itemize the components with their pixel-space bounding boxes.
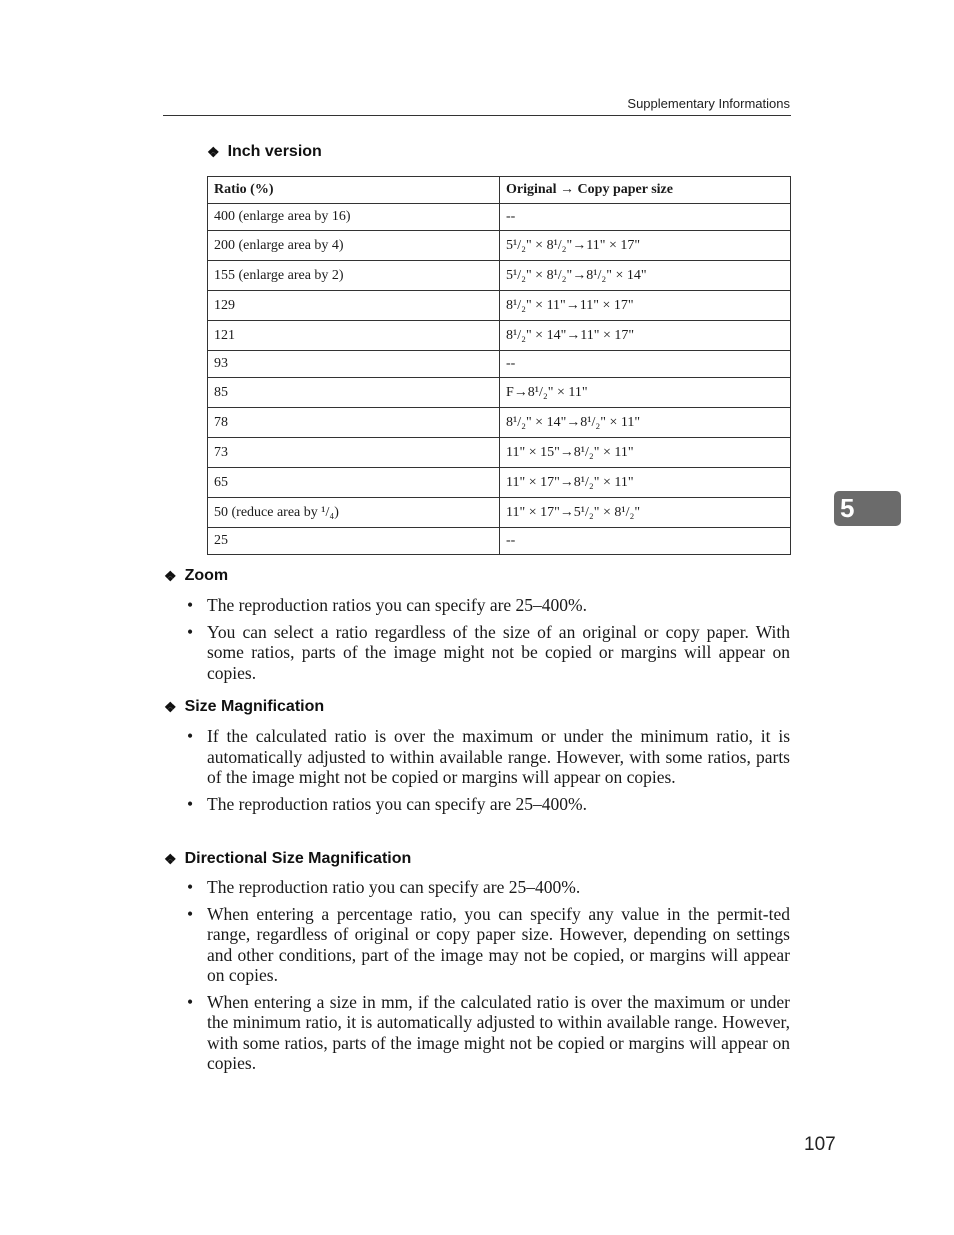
diamond-bullet-icon: ❖ xyxy=(164,567,177,584)
diamond-bullet-icon: ❖ xyxy=(164,698,177,715)
size-magnification-bullet-list xyxy=(187,726,790,820)
bullet-text: The reproduction ratio you can specify are 25–400%. xyxy=(207,877,581,897)
zoom-heading xyxy=(164,567,228,585)
paper-cell: 5¹/₂" × 8¹/₂"→8¹/₂" × 14" xyxy=(500,261,791,291)
table-row xyxy=(208,351,791,378)
ratio-cell: 50 (reduce area by ¹/₄) xyxy=(208,498,500,528)
bullet-text: You can select a ratio regardless of the size of an original or copy paper. With some ratios, parts of the image might not be copied or margins will appear on copies. xyxy=(207,621,790,683)
bullet-dot-icon: • xyxy=(187,726,194,746)
bullet-dot-icon: • xyxy=(187,903,194,924)
ratio-cell: 73 xyxy=(208,438,500,468)
ratio-cell: 78 xyxy=(208,408,500,438)
chapter-tab: 5 xyxy=(834,491,901,526)
bullet-dot-icon: • xyxy=(187,991,194,1012)
inch-version-heading xyxy=(207,143,322,161)
paper-cell: -- xyxy=(500,204,791,231)
ratio-table xyxy=(207,176,791,555)
page-number: 107 xyxy=(804,1134,836,1155)
size-magnification-title: Size Magnification xyxy=(184,698,325,715)
table-row xyxy=(208,291,791,321)
list-item xyxy=(187,595,790,616)
bullet-text: If the calculated ratio is over the maximum or under the minimum ratio, it is automatically adjusted to within available range. However, with some ratios, parts of the image might not be copied or margins will appear on copies. xyxy=(207,726,790,787)
table-header-row xyxy=(208,177,791,204)
inch-version-title: Inch version xyxy=(227,143,322,160)
paper-cell: -- xyxy=(500,351,791,378)
list-item xyxy=(187,877,790,898)
table-row xyxy=(208,468,791,498)
directional-size-magnification-bullet-list xyxy=(187,877,790,1080)
paper-cell: 11" × 17"→8¹/₂" × 11" xyxy=(500,468,791,498)
ratio-cell: 155 (enlarge area by 2) xyxy=(208,261,500,291)
paper-cell: 8¹/₂" × 11"→11" × 17" xyxy=(500,291,791,321)
table-row xyxy=(208,408,791,438)
col-ratio-header: Ratio (%) xyxy=(208,177,500,204)
ratio-cell: 25 xyxy=(208,528,500,555)
bullet-text: When entering a percentage ratio, you can specify any value in the permit-ted range, regardless of original or copy paper size. However, depending on settings and other conditions, part of the image may not be copied, or margins will appear on copies. xyxy=(207,903,790,985)
bullet-dot-icon: • xyxy=(187,877,194,897)
list-item xyxy=(187,904,790,986)
table-row xyxy=(208,528,791,555)
table-row xyxy=(208,204,791,231)
paper-cell: F→8¹/₂" × 11" xyxy=(500,378,791,408)
size-magnification-heading xyxy=(164,698,324,716)
list-item xyxy=(187,794,790,815)
list-item xyxy=(187,992,790,1074)
ratio-cell: 400 (enlarge area by 16) xyxy=(208,204,500,231)
diamond-bullet-icon: ❖ xyxy=(207,143,220,160)
paper-cell: -- xyxy=(500,528,791,555)
ratio-cell: 85 xyxy=(208,378,500,408)
bullet-dot-icon: • xyxy=(187,793,194,814)
list-item xyxy=(187,726,790,788)
table-row xyxy=(208,498,791,528)
running-header: Supplementary Informations xyxy=(627,96,790,111)
paper-cell: 5¹/₂" × 8¹/₂"→11" × 17" xyxy=(500,231,791,261)
ratio-cell: 200 (enlarge area by 4) xyxy=(208,231,500,261)
table-row xyxy=(208,378,791,408)
bullet-text: The reproduction ratios you can specify are 25–400%. xyxy=(207,595,588,615)
col-paper-header: Original → Copy paper size xyxy=(500,177,791,204)
ratio-cell: 129 xyxy=(208,291,500,321)
table-row xyxy=(208,321,791,351)
zoom-title: Zoom xyxy=(184,567,229,584)
zoom-bullet-list xyxy=(187,595,790,689)
paper-cell: 11" × 15"→8¹/₂" × 11" xyxy=(500,438,791,468)
directional-size-magnification-title: Directional Size Magnification xyxy=(184,850,412,867)
bullet-dot-icon: • xyxy=(187,595,194,615)
table-row xyxy=(208,438,791,468)
bullet-dot-icon: • xyxy=(187,621,194,642)
bullet-text: When entering a size in mm, if the calculated ratio is over the maximum or under the minimum ratio, it is automatically adjusted to within available range. However, with some ratios, parts of the image might not be copied or margins will appear on copies. xyxy=(207,991,790,1073)
table-row xyxy=(208,231,791,261)
paper-cell: 8¹/₂" × 14"→8¹/₂" × 11" xyxy=(500,408,791,438)
directional-size-magnification-heading xyxy=(164,850,411,868)
diamond-bullet-icon: ❖ xyxy=(164,850,177,867)
paper-cell: 11" × 17"→5¹/₂" × 8¹/₂" xyxy=(500,498,791,528)
list-item xyxy=(187,622,790,684)
bullet-text: The reproduction ratios you can specify are 25–400%. xyxy=(207,793,588,814)
table-row xyxy=(208,261,791,291)
ratio-cell: 65 xyxy=(208,468,500,498)
ratio-cell: 93 xyxy=(208,351,500,378)
paper-cell: 8¹/₂" × 14"→11" × 17" xyxy=(500,321,791,351)
ratio-cell: 121 xyxy=(208,321,500,351)
header-rule xyxy=(163,115,791,116)
